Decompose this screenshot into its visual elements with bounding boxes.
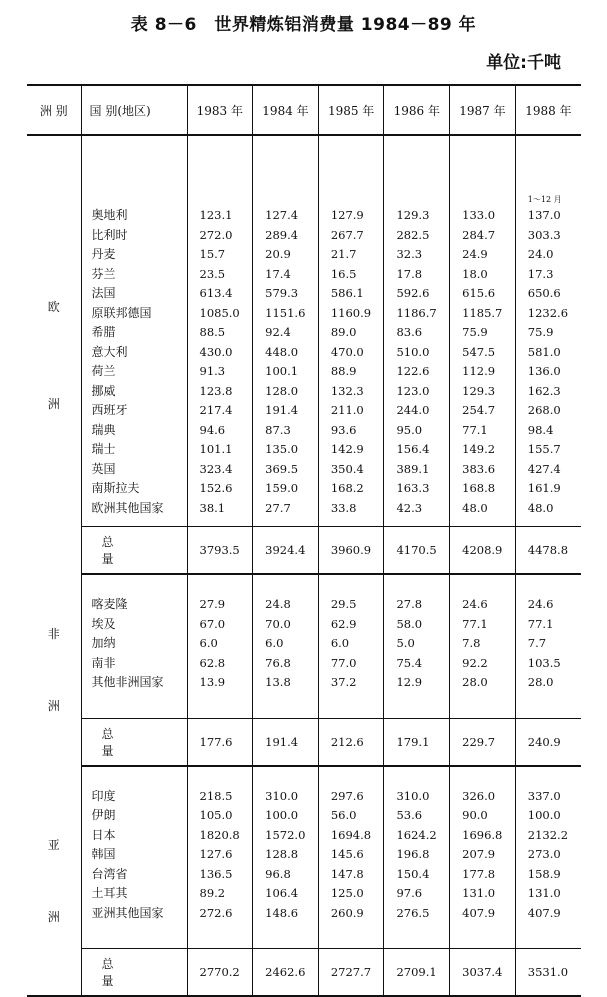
europe-country-list-item: 欧洲其他国家 [91,500,164,515]
europe-1985-values-item: 586.1 [330,286,364,300]
asia-country-list-item: 台湾省 [91,866,128,881]
africa-total-1987: 229.7 [450,718,516,766]
asia-1983-values-item: 218.5 [199,788,233,803]
total-label: 总 量 [101,726,170,758]
continent-europe: 欧 洲 [47,300,60,411]
europe-data-row [27,135,581,527]
asia-1985-values [319,767,384,949]
europe-1988-values-item: 427.4 [527,461,561,476]
europe-1984-values-item: 369.5 [265,461,299,476]
europe-country-list-item: 法国 [91,286,116,300]
africa-1988-values-item: 24.6 [527,597,554,611]
asia-1986-values-item: 53.6 [396,808,423,822]
europe-1985-values-item: 132.3 [330,383,364,398]
europe-1983-values-item: 15.7 [199,247,226,261]
europe-1984-values-item: 20.9 [265,247,291,261]
africa-1985-values-item: 62.9 [330,616,357,631]
africa-1983-values-item: 67.0 [199,616,226,631]
europe-1986-values [384,136,449,526]
africa-total-1988: 240.9 [515,718,581,766]
africa-country-list-item: 南非 [91,655,116,670]
africa-1985-values-item: 6.0 [330,636,350,650]
continent-asia: 亚 洲 [47,837,60,924]
europe-1984-values-item: 448.0 [265,344,299,359]
europe-1983-values-item: 1085.0 [199,305,240,320]
europe-1987-values-item: 75.9 [462,325,488,339]
europe-1987-values-item: 547.5 [462,344,496,359]
asia-1988-values-item: 100.0 [527,808,561,822]
asia-1985-values-item: 297.6 [330,788,364,803]
europe-total-1985: 3960.9 [318,527,384,575]
total-label: 总 量 [101,535,170,566]
europe-1988-values-item: 303.3 [527,227,561,242]
europe-country-list-item: 比利时 [91,227,128,242]
europe-1983-values-item: 323.4 [199,461,233,476]
europe-1987-values-item: 133.0 [462,208,496,222]
europe-country-list-item: 荷兰 [91,364,116,378]
continent-africa: 非 洲 [47,627,60,714]
europe-1984-values-item: 27.7 [265,500,291,515]
europe-1984-values-item: 100.1 [265,364,299,378]
asia-country-list-item: 韩国 [91,847,116,861]
africa-1987-values-item: 7.8 [462,636,481,650]
europe-1984-values-item: 128.0 [265,383,299,398]
africa-1988-values-item: 7.7 [527,636,547,650]
europe-country-list-item: 瑞典 [91,422,116,437]
europe-1986-values-item: 282.5 [396,227,430,242]
unit-label: 单位:千吨 [486,53,561,73]
asia-1987-values-item: 407.9 [462,905,496,920]
europe-1988-values-item: 75.9 [527,325,554,339]
africa-1985-values-item: 77.0 [330,655,357,670]
europe-1985-values-item: 350.4 [330,461,364,476]
europe-country-list-item: 南斯拉夫 [91,481,140,495]
asia-country-list-item: 土耳其 [91,886,128,900]
africa-1985-values [319,575,384,718]
europe-1984-values-item: 127.4 [265,208,299,222]
asia-1983-values [188,767,253,949]
europe-country-list-item: 丹麦 [91,247,116,261]
europe-1985-values [319,136,384,526]
europe-1983-values [188,136,253,526]
europe-1987-values-item: 112.9 [462,364,496,378]
europe-1988-values-item: 161.9 [527,481,561,495]
asia-country-list-item: 亚洲其他国家 [91,905,164,920]
africa-country-list [82,575,187,718]
europe-1984-values-item: 87.3 [265,422,291,437]
africa-1984-values-item: 70.0 [265,616,291,631]
europe-total-1986: 4170.5 [384,527,450,575]
europe-1983-values-item: 94.6 [199,422,226,437]
africa-1987-values-item: 77.1 [462,616,488,631]
africa-1988-values-item: 77.1 [527,616,554,631]
asia-total-1987: 3037.4 [450,949,516,997]
asia-country-list-item: 伊朗 [91,808,116,822]
europe-country-list-item: 瑞士 [91,442,116,456]
europe-1985-values-item: 168.2 [330,481,364,495]
europe-1987-values-item: 168.8 [462,481,496,495]
europe-1985-values-item: 93.6 [330,422,357,437]
europe-country-list-item: 原联邦德国 [91,305,152,320]
asia-1986-values-item: 276.5 [396,905,430,920]
asia-1987-values-item: 326.0 [462,788,496,803]
europe-1988-values-item: 24.0 [527,247,554,261]
europe-1983-values-item: 123.1 [199,208,233,222]
europe-1987-values-item: 18.0 [462,266,488,281]
header-year-1983: 1983 年 [187,85,253,135]
asia-1986-values-item: 310.0 [396,788,430,803]
europe-1987-values-item: 383.6 [462,461,496,476]
europe-1986-values-item: 592.6 [396,286,430,300]
africa-1986-values-item: 12.9 [396,675,423,689]
europe-1985-values-item: 470.0 [330,344,364,359]
asia-1984-values-item: 100.0 [265,808,299,822]
europe-1985-values-item: 21.7 [330,247,357,261]
europe-1988-values-item: 162.3 [527,383,561,398]
asia-1984-values-item: 1572.0 [265,827,306,842]
africa-1987-values [450,575,515,718]
europe-1988-values-item: 650.6 [527,286,561,300]
europe-1987-values-item: 149.2 [462,442,496,456]
europe-1987-values-item: 129.3 [462,383,496,398]
europe-1987-values-item: 1185.7 [462,305,503,320]
africa-1984-values [253,575,318,718]
europe-country-list-item: 希腊 [91,325,116,339]
asia-total-row [27,949,581,997]
europe-1986-values-item: 510.0 [396,344,430,359]
europe-1985-values-item: 1160.9 [330,305,372,320]
africa-1984-values-item: 76.8 [265,655,291,670]
africa-1987-values-item: 92.2 [462,655,488,670]
asia-1983-values-item: 89.2 [199,886,226,900]
asia-1984-values-item: 96.8 [265,866,291,881]
asia-1988-values-item: 407.9 [527,905,561,920]
header-year-1984: 1984 年 [253,85,319,135]
europe-country-list-item: 芬兰 [91,266,116,281]
europe-1987-values-item: 48.0 [462,500,488,515]
asia-1985-values-item: 260.9 [330,905,364,920]
asia-1986-values-item: 150.4 [396,866,430,881]
europe-1988-values-item: 17.3 [527,266,554,281]
europe-1985-values-item: 33.8 [330,500,357,515]
africa-1984-values-item: 6.0 [265,636,284,650]
asia-total-1983: 2770.2 [187,949,253,997]
asia-1987-values-item: 177.8 [462,866,496,881]
header-year-1985: 1985 年 [318,85,384,135]
africa-1988-values-item: 28.0 [527,675,554,689]
africa-1986-values-item: 58.0 [396,616,423,631]
asia-1985-values-item: 1694.8 [330,827,372,842]
africa-total-1985: 212.6 [318,718,384,766]
africa-1988-values [516,575,581,718]
africa-total-1983: 177.6 [187,718,253,766]
asia-1986-values-item: 97.6 [396,886,423,900]
europe-1987-values-item: 24.9 [462,247,488,261]
europe-1988-values-item: 1232.6 [527,305,569,320]
asia-1986-values-item: 196.8 [396,847,430,861]
europe-country-list-item: 西班牙 [91,403,128,417]
asia-total-1986: 2709.1 [384,949,450,997]
africa-1988-values-item: 103.5 [527,655,561,670]
asia-1985-values-item: 145.6 [330,847,364,861]
europe-1985-values-item: 16.5 [330,266,357,281]
africa-country-list-item: 埃及 [91,616,116,631]
europe-total-row [27,527,581,575]
header-year-1988: 1988 年 [515,85,581,135]
africa-1983-values-item: 13.9 [199,675,226,689]
europe-1988-values-item: 581.0 [527,344,561,359]
europe-1988-values-item: 48.0 [527,500,554,515]
asia-1984-values-item: 148.6 [265,905,299,920]
asia-1987-values-item: 90.0 [462,808,488,822]
header-year-1986: 1986 年 [384,85,450,135]
asia-1985-values-item: 125.0 [330,886,364,900]
africa-1986-values-item: 75.4 [396,655,423,670]
europe-1984-values-item: 289.4 [265,227,299,242]
africa-country-list-item: 加纳 [91,636,116,650]
asia-1983-values-item: 105.0 [199,808,233,822]
asia-1988-values-item: 273.0 [527,847,561,861]
europe-total-1983: 3793.5 [187,527,253,575]
africa-country-list-item: 喀麦隆 [91,597,128,611]
asia-1988-values-item: 131.0 [527,886,561,900]
europe-1987-values-item: 284.7 [462,227,496,242]
europe-1985-values-item: 267.7 [330,227,364,242]
table-title: 表 8－6 世界精炼铝消费量 1984－89 年 [130,15,477,35]
europe-country-list-item: 英国 [91,461,116,476]
europe-1983-values-item: 123.8 [199,383,233,398]
europe-1983-values-item: 91.3 [199,364,226,378]
europe-1983-values-item: 101.1 [199,442,233,456]
asia-data-row [27,766,581,949]
europe-1983-values-item: 613.4 [199,286,233,300]
asia-1983-values-item: 127.6 [199,847,233,861]
europe-1986-values-item: 163.3 [396,481,430,495]
europe-1988-values-item: 136.0 [527,364,561,378]
europe-1984-values-item: 92.4 [265,325,291,339]
europe-1986-values-item: 156.4 [396,442,430,456]
europe-1987-values-item: 77.1 [462,422,488,437]
europe-1984-values-item: 159.0 [265,481,299,495]
asia-1983-values-item: 272.6 [199,905,233,920]
europe-1984-values [253,136,318,526]
europe-1983-values-item: 272.0 [199,227,233,242]
europe-1983-values-item: 152.6 [199,481,233,495]
europe-1986-values-item: 95.0 [396,422,423,437]
asia-1987-values-item: 207.9 [462,847,496,861]
asia-1986-values [384,767,449,949]
asia-country-list [82,767,187,949]
note-1988-months: 1～12 月 [527,195,562,204]
europe-1983-values-item: 217.4 [199,403,233,417]
asia-1984-values-item: 106.4 [265,886,299,900]
header-year-1987: 1987 年 [450,85,516,135]
asia-1988-values-item: 2132.2 [527,827,569,842]
europe-1983-values-item: 23.5 [199,266,226,281]
europe-1986-values-item: 122.6 [396,364,430,378]
asia-1984-values-item: 128.8 [265,847,299,861]
europe-1986-values-item: 389.1 [396,461,430,476]
europe-1986-values-item: 1186.7 [396,305,437,320]
europe-total-1984: 3924.4 [253,527,319,575]
header-country: 国 别(地区) [81,85,187,135]
africa-1987-values-item: 24.6 [462,597,488,611]
europe-1985-values-item: 88.9 [330,364,357,378]
asia-1985-values-item: 147.8 [330,866,364,881]
europe-1987-values [450,136,515,526]
africa-1987-values-item: 28.0 [462,675,488,689]
asia-country-list-item: 日本 [91,827,116,842]
asia-1987-values [450,767,515,949]
africa-total-row [27,718,581,766]
europe-1984-values-item: 579.3 [265,286,299,300]
asia-total-1984: 2462.6 [253,949,319,997]
europe-1988-values-item: 98.4 [527,422,554,437]
africa-1985-values-item: 37.2 [330,675,357,689]
africa-1983-values-item: 6.0 [199,636,218,650]
europe-1988-values-item: 155.7 [527,442,561,456]
total-label: 总 量 [101,957,170,988]
europe-country-list [82,136,187,526]
europe-1983-values-item: 88.5 [199,325,226,339]
asia-1988-values [516,767,581,949]
europe-1983-values-item: 38.1 [199,500,226,515]
europe-1984-values-item: 1151.6 [265,305,306,320]
header-continent: 洲 别 [27,85,81,135]
europe-country-list-item: 奥地利 [91,208,128,222]
africa-1984-values-item: 13.8 [265,675,291,689]
asia-1983-values-item: 136.5 [199,866,233,881]
europe-1987-values-item: 615.6 [462,286,496,300]
africa-1986-values [384,575,449,718]
africa-1986-values-item: 27.8 [396,597,423,611]
europe-1986-values-item: 17.8 [396,266,423,281]
asia-1988-values-item: 337.0 [527,788,561,803]
asia-1985-values-item: 56.0 [330,808,357,822]
africa-1983-values-item: 27.9 [199,597,226,611]
asia-1987-values-item: 1696.8 [462,827,503,842]
africa-1985-values-item: 29.5 [330,597,357,611]
africa-country-list-item: 其他非洲国家 [91,675,164,689]
africa-total-1986: 179.1 [384,718,450,766]
europe-1988-values-item: 268.0 [527,403,561,417]
header-row [27,85,581,135]
africa-1984-values-item: 24.8 [265,597,291,611]
europe-total-1988: 4478.8 [515,527,581,575]
africa-1983-values-item: 62.8 [199,655,226,670]
africa-1983-values [188,575,253,718]
africa-data-row [27,574,581,718]
asia-1984-values-item: 310.0 [265,788,299,803]
europe-country-list-item: 挪威 [91,383,116,398]
europe-1986-values-item: 83.6 [396,325,423,339]
asia-1984-values [253,767,318,949]
asia-total-1985: 2727.7 [318,949,384,997]
europe-total-1987: 4208.9 [450,527,516,575]
asia-1986-values-item: 1624.2 [396,827,437,842]
asia-total-1988: 3531.0 [515,949,581,997]
asia-1988-values-item: 158.9 [527,866,561,881]
europe-1988-values-item: 137.0 [527,208,561,222]
europe-1985-values-item: 127.9 [330,208,364,222]
europe-1986-values-item: 129.3 [396,208,430,222]
europe-country-list-item: 意大利 [91,344,128,359]
europe-1986-values-item: 123.0 [396,383,430,398]
europe-1987-values-item: 254.7 [462,403,496,417]
europe-1985-values-item: 142.9 [330,442,364,456]
europe-1983-values-item: 430.0 [199,344,233,359]
asia-1987-values-item: 131.0 [462,886,496,900]
africa-1986-values-item: 5.0 [396,636,415,650]
europe-1984-values-item: 191.4 [265,403,299,417]
asia-1983-values-item: 1820.8 [199,827,240,842]
europe-1986-values-item: 32.3 [396,247,423,261]
europe-1985-values-item: 89.0 [330,325,357,339]
europe-1985-values-item: 211.0 [330,403,364,417]
europe-1986-values-item: 42.3 [396,500,423,515]
africa-total-1984: 191.4 [253,718,319,766]
europe-1984-values-item: 17.4 [265,266,291,281]
europe-1984-values-item: 135.0 [265,442,299,456]
asia-country-list-item: 印度 [91,788,116,803]
europe-1986-values-item: 244.0 [396,403,430,417]
aluminium-consumption-table [27,84,581,997]
